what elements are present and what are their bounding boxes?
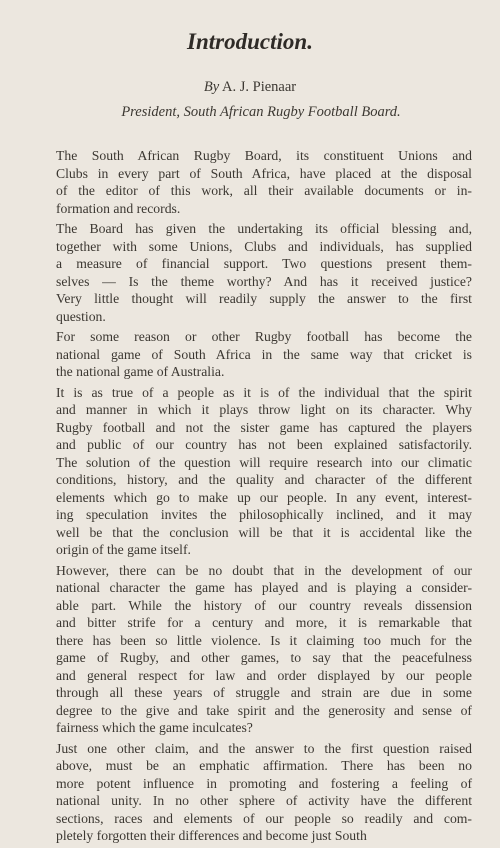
text-line: Very little thought will readily supply the answer to the first bbox=[56, 291, 472, 306]
text-line: For some reason or other Rugby football has become the bbox=[56, 329, 472, 344]
text-line: there has been so little violence. Is it claiming too much for the bbox=[56, 632, 472, 648]
text-line: able part. While the history of our country reveals dissension bbox=[56, 597, 472, 613]
text-line: However, there can be no doubt that in the development of our bbox=[56, 562, 472, 578]
text-line: conditions, history, and the quality and character of the different bbox=[56, 472, 472, 487]
paragraph bbox=[56, 562, 472, 737]
text-line: national game of South Africa in the same way that cricket is bbox=[56, 346, 472, 362]
text-line: more potent influence in promoting and fostering a feeling of bbox=[56, 775, 472, 791]
text-line: game of Rugby, and other games, to say that the peacefulness bbox=[56, 650, 472, 665]
byline bbox=[0, 78, 500, 96]
text-line: and general respect for law and order displayed by our people bbox=[56, 667, 472, 683]
text-line: and public of our country has not been explained satisfactorily. bbox=[56, 437, 472, 452]
text-line: question. bbox=[56, 308, 106, 324]
author-name: A. J. Pienaar bbox=[222, 79, 297, 95]
text-line: and manner in which it plays throw light on its character. Why bbox=[56, 402, 472, 417]
text-line: formation and records. bbox=[56, 200, 181, 216]
text-line: well be that the conclusion will be that it is accidental like the bbox=[56, 524, 472, 540]
text-line: sections, races and elements of our people so readily and com- bbox=[56, 810, 472, 826]
paragraph bbox=[56, 220, 472, 325]
text-line: through all these years of struggle and strain are due in some bbox=[56, 685, 472, 700]
paragraph bbox=[56, 740, 472, 845]
text-line: The South African Rugby Board, its constituent Unions and bbox=[56, 148, 472, 163]
text-line: pletely forgotten their differences and become just South bbox=[56, 828, 367, 843]
paragraph bbox=[56, 147, 472, 217]
text-line: Just one other claim, and the answer to the first question raised bbox=[56, 740, 472, 756]
text-line: national unity. In no other sphere of activity have the different bbox=[56, 793, 472, 808]
paragraph bbox=[56, 328, 472, 381]
text-line: Rugby football and not the sister game has captured the players bbox=[56, 419, 472, 435]
text-line: of the editor of this work, all their available documents or in- bbox=[56, 183, 472, 198]
text-line: together with some Unions, Clubs and individuals, has supplied bbox=[56, 238, 472, 254]
text-line: selves — Is the theme worthy? And has it received justice? bbox=[56, 273, 472, 289]
text-line: a measure of financial support. Two questions present them- bbox=[56, 256, 472, 271]
text-line: degree to the give and take spirit and the generosity and sense of bbox=[56, 702, 472, 718]
text-line: origin of the game itself. bbox=[56, 542, 191, 557]
text-line: Clubs in every part of South Africa, have placed at the disposal bbox=[56, 165, 472, 181]
author-affiliation: President, South African Rugby Football Board. bbox=[121, 104, 401, 120]
text-line: and bitter strife for a century and more, it is remarkable that bbox=[56, 615, 472, 630]
text-line: the national game of Australia. bbox=[56, 364, 225, 379]
text-line: elements which go to make up our people. In any event, interest- bbox=[56, 489, 472, 505]
paragraph bbox=[56, 384, 472, 559]
text-line: ing speculation invites the philosophically inclined, and it may bbox=[56, 507, 472, 522]
text-line: The solution of the question will require research into our climatic bbox=[56, 454, 472, 470]
text-line: The Board has given the undertaking its official blessing and, bbox=[56, 221, 472, 236]
text-line: It is as true of a people as it is of the individual that the spirit bbox=[56, 384, 472, 400]
text-line: national character the game has played and is playing a consider- bbox=[56, 580, 472, 595]
chapter-title: Introduction. bbox=[187, 29, 313, 54]
body-text bbox=[56, 147, 472, 848]
text-line: above, must be an emphatic affirmation. There has been no bbox=[56, 758, 472, 773]
byline-prefix: By bbox=[203, 79, 220, 95]
text-line: fairness which the game inculcates? bbox=[56, 720, 253, 735]
